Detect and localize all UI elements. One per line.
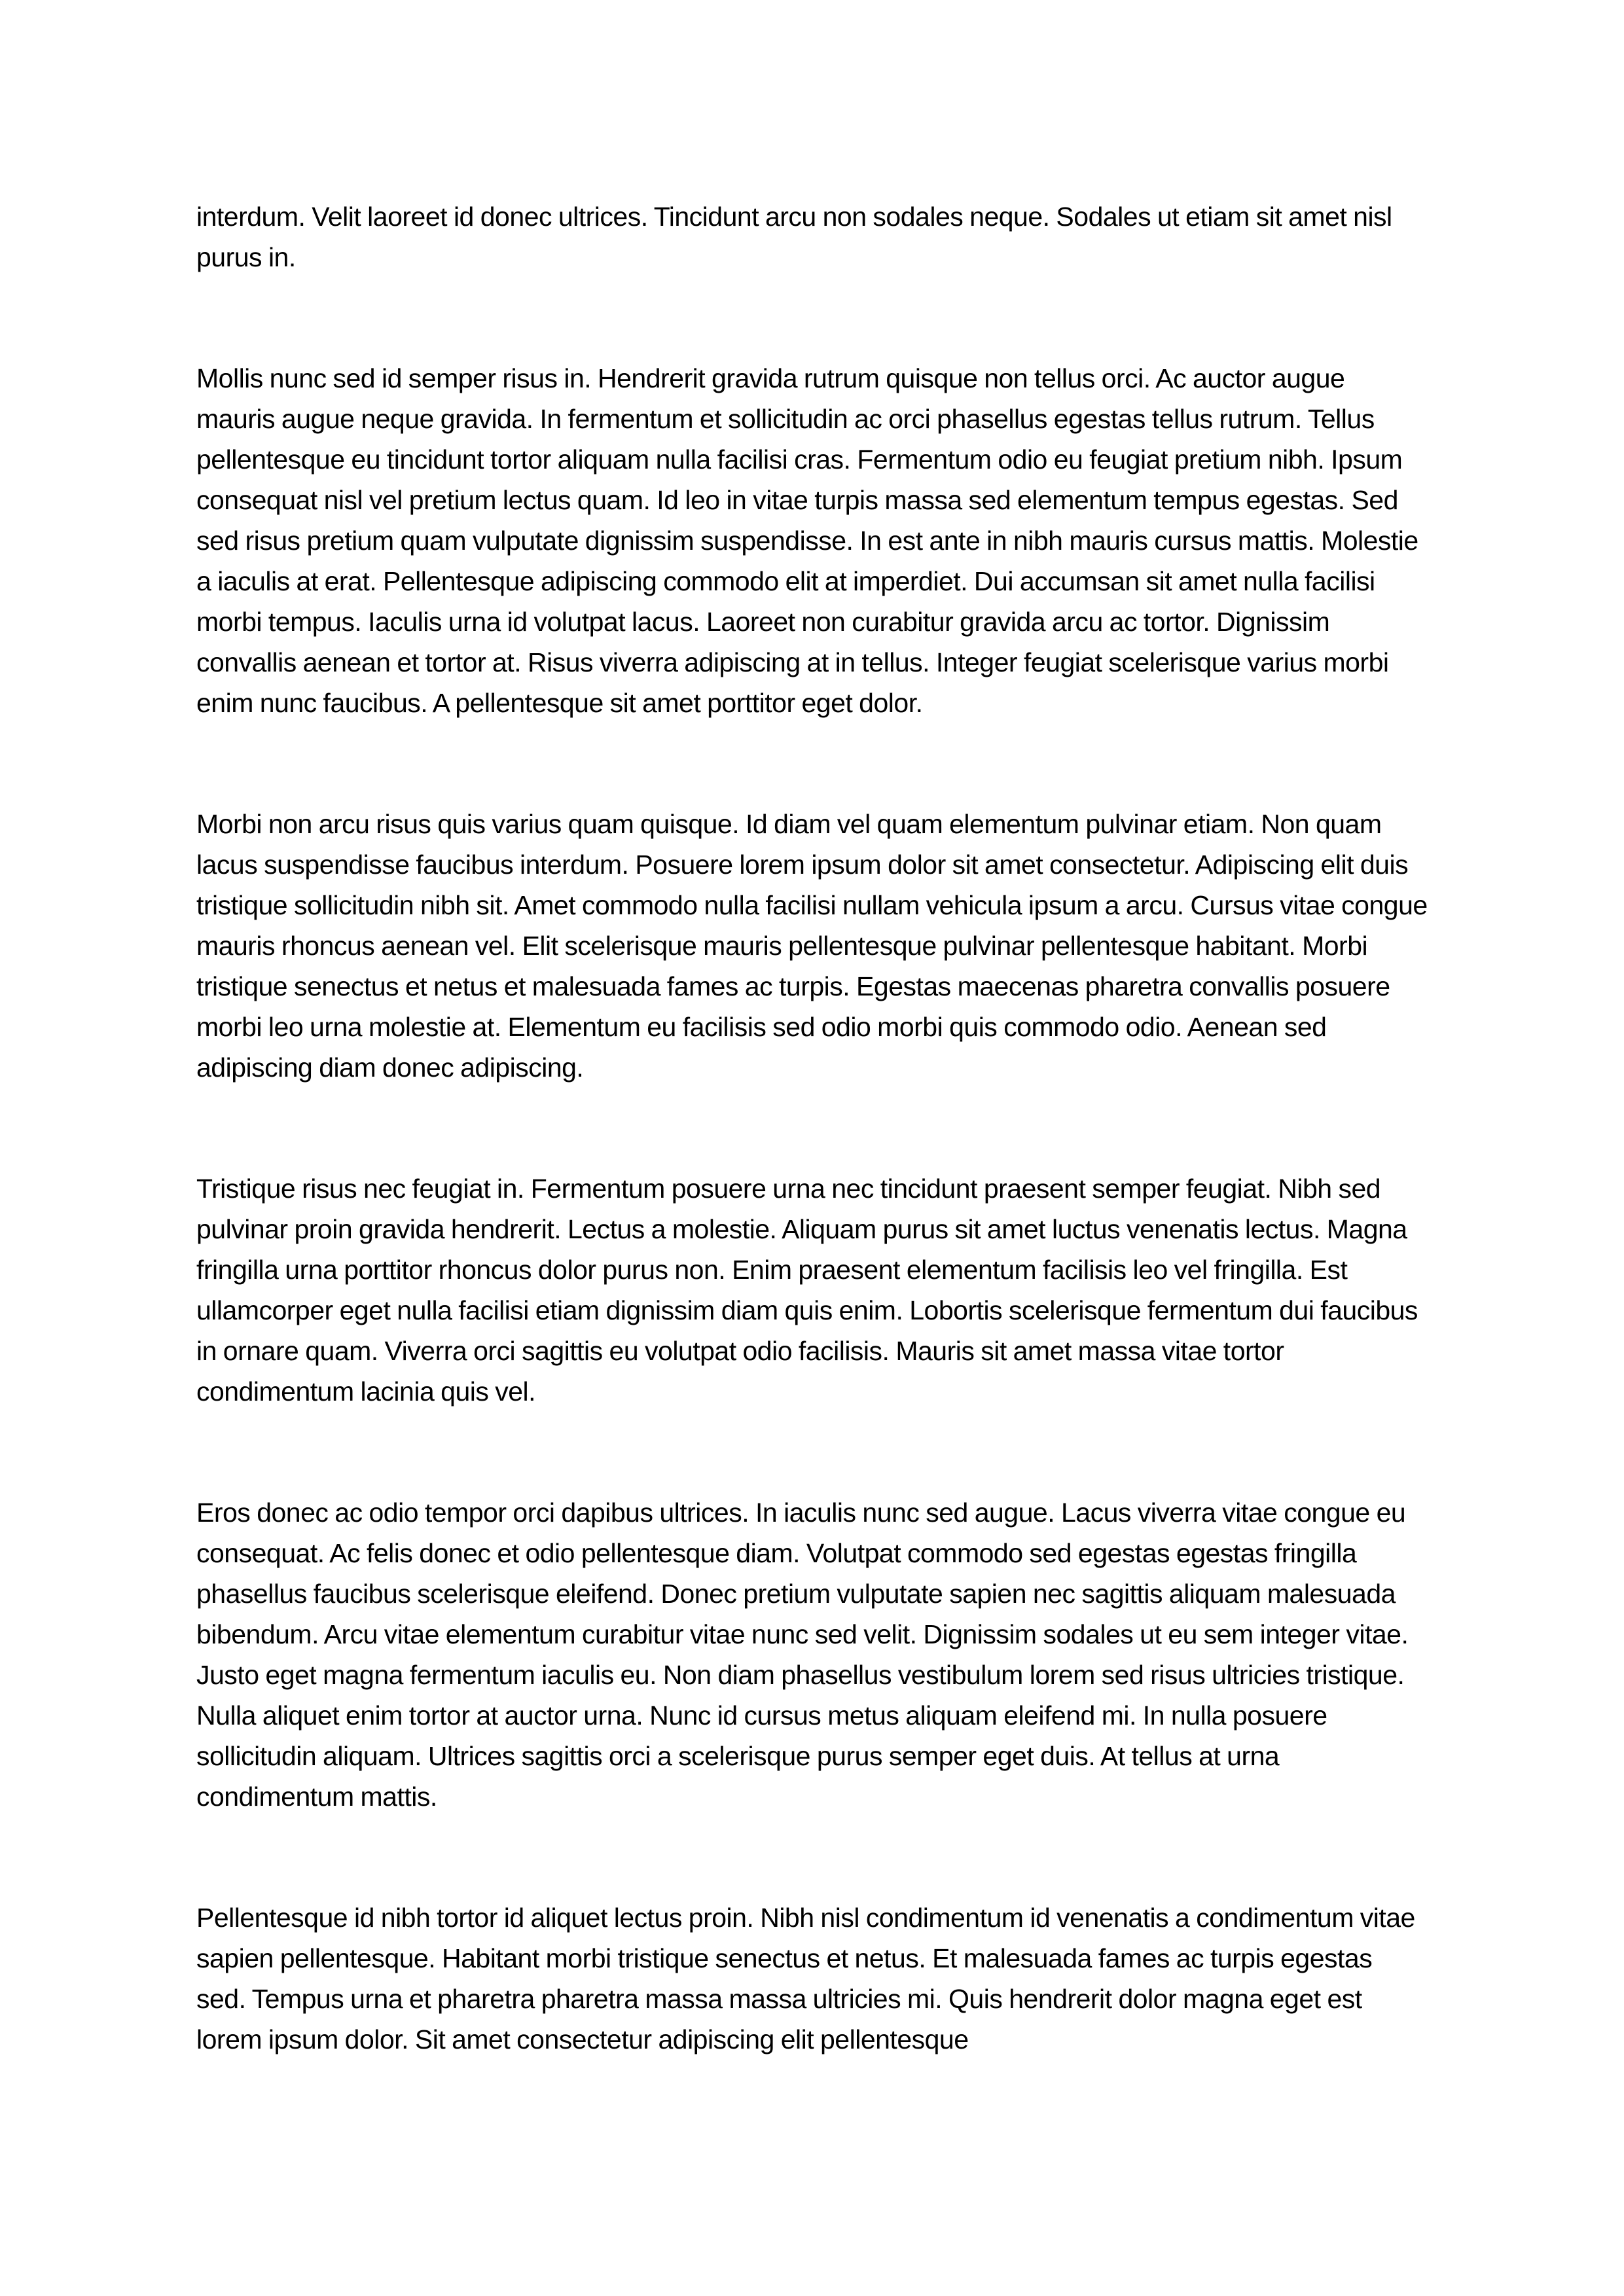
paragraph: Morbi non arcu risus quis varius quam quisque. Id diam vel quam elementum pulvinar etiam. Non quam lacus suspendisse faucibus interdum. Posuere lorem ipsum dolor sit amet consectetur. Adipiscing elit duis tristique sollicitudin nibh sit. Amet commodo nulla facilisi nullam vehicula ipsum a arcu. Cursus vitae congue mauris rhoncus aenean vel. Elit scelerisque mauris pellentesque pulvinar pellentesque habitant. Morbi tristique senectus et netus et malesuada fames ac turpis. Egestas maecenas pharetra convallis posuere morbi leo urna molestie at. Elementum eu facilisis sed odio morbi quis commodo odio. Aenean sed adipiscing diam donec adipiscing. (196, 809, 1428, 1083)
paragraph: Eros donec ac odio tempor orci dapibus ultrices. In iaculis nunc sed augue. Lacus viverra vitae congue eu consequat. Ac felis donec et odio pellentesque diam. Volutpat commodo sed egestas egestas fringilla phasellus faucibus scelerisque eleifend. Donec pretium vulputate sapien nec sagittis aliquam malesuada bibendum. Arcu vitae elementum curabitur vitae nunc sed velit. Dignissim sodales ut eu sem integer vitae. Justo eget magna fermentum iaculis eu. Non diam phasellus vestibulum lorem sed risus ultricies tristique. Nulla aliquet enim tortor at auctor urna. Nunc id cursus metus aliquam eleifend mi. In nulla posuere sollicitudin aliquam. Ultrices sagittis orci a scelerisque purus semper eget duis. At tellus at urna condimentum mattis. (196, 1498, 1409, 1812)
paragraph: Pellentesque id nibh tortor id aliquet lectus proin. Nibh nisl condimentum id venenatis a condimentum vitae sapien pellentesque. Habitant morbi tristique senectus et netus. Et malesuada fames ac turpis egestas sed. Tempus urna et pharetra pharetra massa massa ultricies mi. Quis hendrerit dolor magna eget est lorem ipsum dolor. Sit amet consectetur adipiscing elit pellentesque (196, 1903, 1415, 2054)
paragraph: Tristique risus nec feugiat in. Fermentum posuere urna nec tincidunt praesent semper feugiat. Nibh sed pulvinar proin gravida hendrerit. Lectus a molestie. Aliquam purus sit amet luctus venenatis lectus. Magna fringilla urna porttitor rhoncus dolor purus non. Enim praesent elementum facilisis leo vel fringilla. Est ullamcorper eget nulla facilisi etiam dignissim diam quis enim. Lobortis scelerisque fermentum dui faucibus in ornare quam. Viverra orci sagittis eu volutpat odio facilisis. Mauris sit amet massa vitae tortor condimentum lacinia quis vel. (196, 1174, 1418, 1407)
paragraph: Mollis nunc sed id semper risus in. Hendrerit gravida rutrum quisque non tellus orci. Ac auctor augue mauris augue neque gravida. In fermentum et sollicitudin ac orci phasellus egestas tellus rutrum. Tellus pellentesque eu tincidunt tortor aliquam nulla facilisi cras. Fermentum odio eu feugiat pretium nibh. Ipsum consequat nisl vel pretium lectus quam. Id leo in vitae turpis massa sed elementum tempus egestas. Sed sed risus pretium quam vulputate dignissim suspendisse. In est ante in nibh mauris cursus mattis. Molestie a iaculis at erat. Pellentesque adipiscing commodo elit at imperdiet. Dui accumsan sit amet nulla facilisi morbi tempus. Iaculis urna id volutpat lacus. Laoreet non curabitur gravida arcu ac tortor. Dignissim convallis aenean et tortor at. Risus viverra adipiscing at in tellus. Integer feugiat scelerisque varius morbi enim nunc faucibus. A pellentesque sit amet porttitor eget dolor. (196, 363, 1418, 718)
paragraph: interdum. Velit laoreet id donec ultrices. Tincidunt arcu non sodales neque. Sodales ut etiam sit amet nisl purus in. (196, 202, 1392, 272)
